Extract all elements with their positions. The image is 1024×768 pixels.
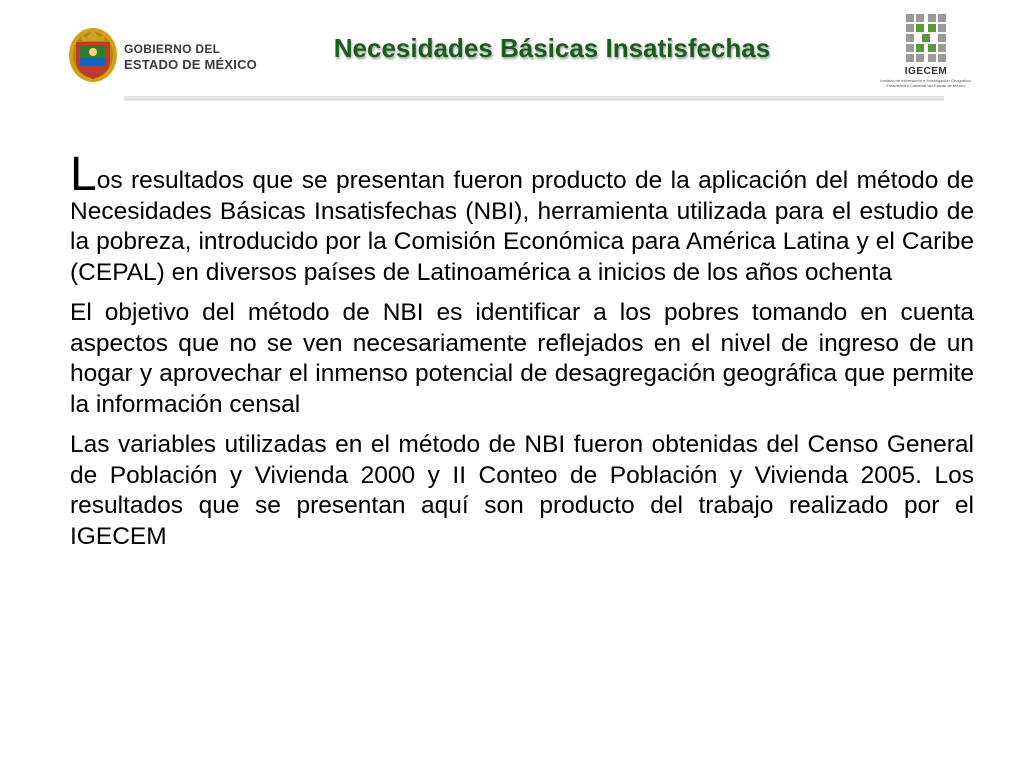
gov-logo-line2: ESTADO DE MÉXICO [124,57,257,72]
igecem-logo-name: IGECEM [904,66,948,77]
paragraph-1 [70,148,974,288]
paragraph-2: El objetivo del método de NBI es identificar a los pobres tomando en cuenta aspectos que no se ven necesariamente reflejados en el nivel de ingreso de un hogar y aprovechar el inmenso potencial de desagregación geográfica que permite la información censal [70,299,974,418]
estado-de-mexico-crest-icon [66,24,120,84]
paragraph-1-text: os resultados que se presentan fueron producto de la aplicación del método de Necesidades Básicas Insatisfechas (NBI), herramienta utilizada para el estudio de la pobreza, introducido por la Comisión Económica para América Latina y el Caribe (CEPAL) en diversos países de Latinoamérica a inicios de los años ochenta [70,167,974,286]
igecem-logo [876,12,976,92]
paragraph-3: Las variables utilizadas en el método de NBI fueron obtenidas del Censo General de Población y Vivienda 2000 y II Conteo de Población y Vivienda 2005. Los resultados que se presentan aquí son producto del trabajo realizado por el IGECEM [70,431,974,550]
gobierno-estado-mexico-logo [66,24,262,84]
page-title: Necesidades Básicas Insatisfechas [333,33,771,63]
body-text [70,148,974,562]
igecem-grid-logo-icon [902,12,950,66]
paragraph-1-dropcap: L [70,148,97,201]
header-divider [124,96,944,101]
slide-header [0,0,1024,104]
gov-logo-line1: GOBIERNO DEL [124,42,221,56]
igecem-logo-caption: Instituto de Información e Investigación Geográfica, Estadística y Catastral del Estado de México [880,78,972,88]
gov-logo-text [124,42,257,72]
